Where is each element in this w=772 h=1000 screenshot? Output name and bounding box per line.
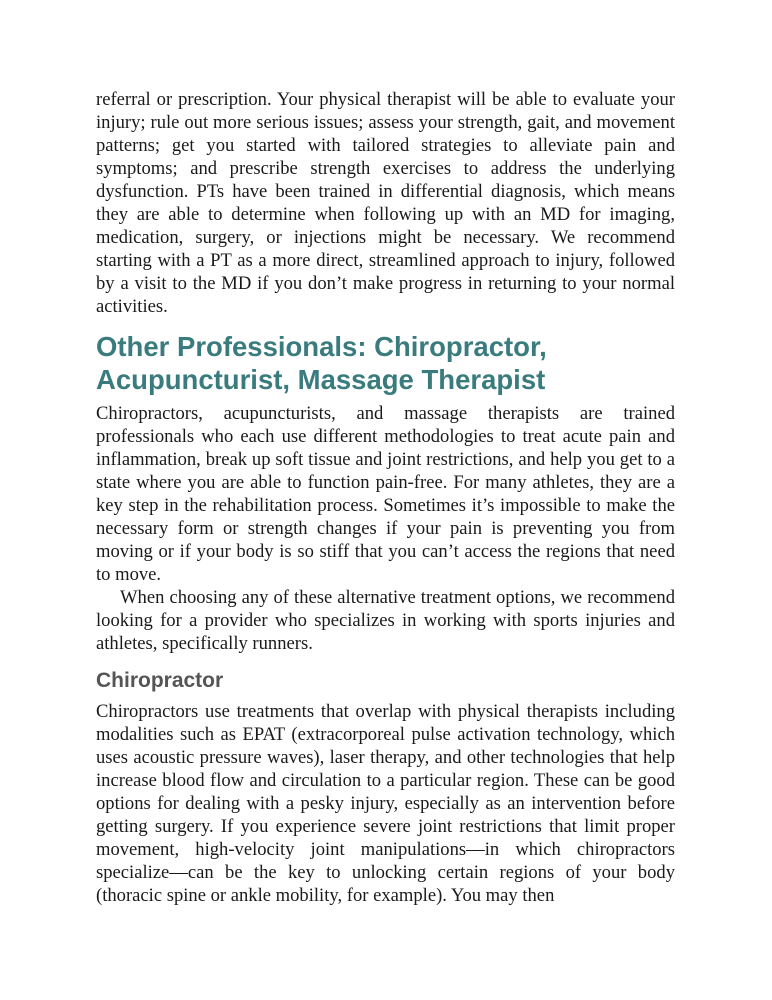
chiropractor-paragraph-1: Chiropractors use treatments that overlap with physical therapists including modalities such as EPAT (extracorporeal pulse activation technology, which uses acoustic pressure waves), laser therapy, and other technologies that help increase blood flow and circulation to a particular region. These can be good options for dealing with a pesky injury, especially as an intervention before getting surgery. If you experience severe joint restrictions that limit proper movement, high-velocity joint manipulations—in which chiropractors specialize—can be the key to unlocking certain regions of your body (thoracic spine or ankle mobility, for example). You may then — [96, 701, 675, 906]
document-page — [96, 88, 675, 907]
other-professionals-paragraph-2: When choosing any of these alternative treatment options, we recommend looking for a provider who specializes in working with sports injuries and athletes, specifically runners. — [96, 587, 675, 654]
subsection-heading-chiropractor: Chiropractor — [96, 669, 224, 692]
other-professionals-paragraph-1: Chiropractors, acupuncturists, and massage therapists are trained professionals who each use different methodologies to treat acute pain and inflammation, break up soft tissue and joint restrictions, and help you get to a state where you are able to function pain-free. For many athletes, they are a key step in the rehabilitation process. Sometimes it’s impossible to make the necessary form or strength changes if your pain is preventing you from moving or if your body is so stiff that you can’t access the regions that need to move. — [96, 403, 675, 585]
section-heading-other-professionals: Other Professionals: Chiropractor, Acupuncturist, Massage Therapist — [96, 331, 547, 395]
intro-paragraph: referral or prescription. Your physical therapist will be able to evaluate your injury; rule out more serious issues; assess your strength, gait, and movement patterns; get you started with tailored strategies to alleviate pain and symptoms; and prescribe strength exercises to address the underlying dysfunction. PTs have been trained in differential diagnosis, which means they are able to determine when following up with an MD for imaging, medication, surgery, or injections might be necessary. We recommend starting with a PT as a more direct, streamlined approach to injury, followed by a visit to the MD if you don’t make progress in returning to your normal activities. — [96, 89, 675, 317]
